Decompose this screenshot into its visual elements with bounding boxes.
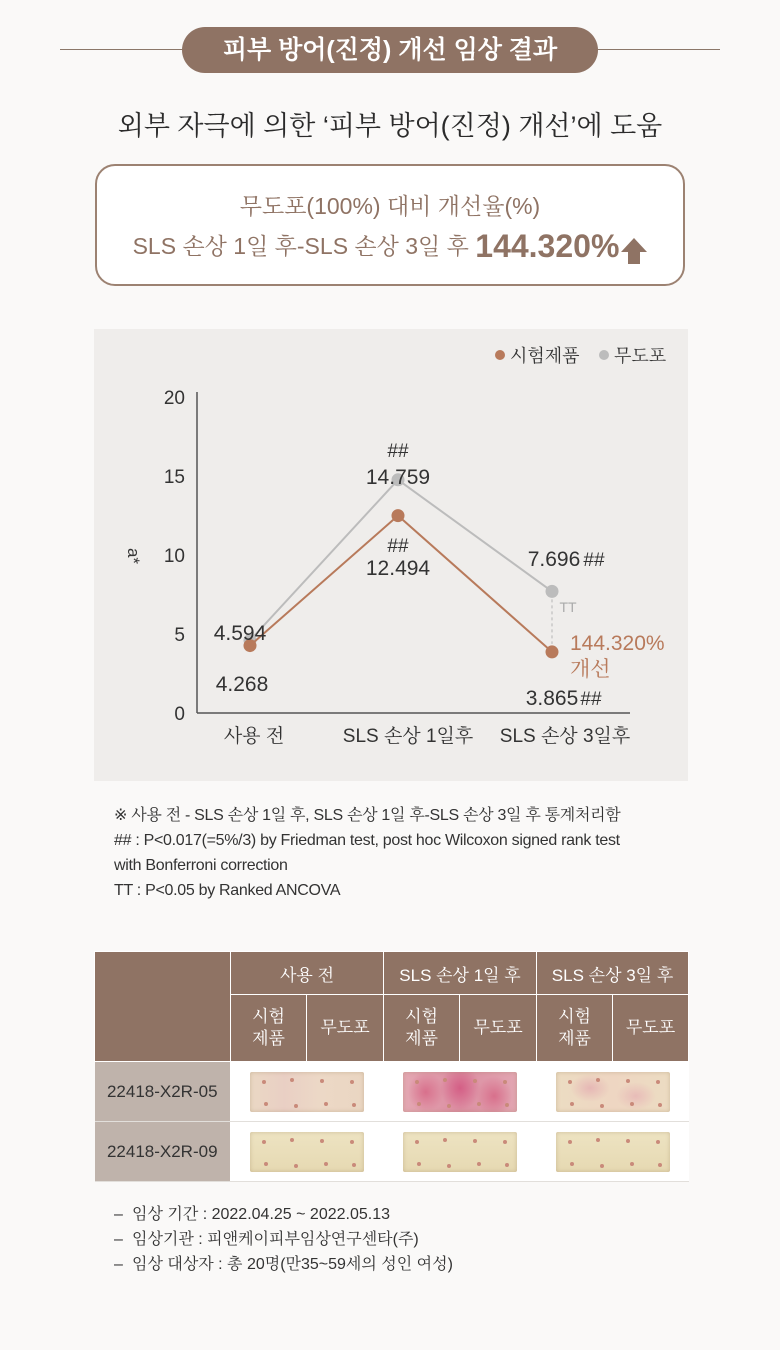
- series-group: [214, 441, 605, 710]
- x-tick-label: SLS 손상 3일후: [499, 726, 631, 747]
- patch-dot: [324, 1102, 328, 1106]
- patch-dot: [505, 1163, 509, 1167]
- skin-photo: [556, 1132, 670, 1172]
- statistics-notes: [114, 803, 620, 903]
- subheader-untreated: 무도포: [460, 995, 537, 1062]
- patch-dot: [630, 1162, 634, 1166]
- summary-value: 144.320%: [475, 228, 620, 264]
- patch-dot: [473, 1079, 477, 1083]
- legend-marker-untreated: [599, 350, 609, 360]
- patch-dot: [596, 1078, 600, 1082]
- note-line: TT : P<0.05 by Ranked ANCOVA: [114, 882, 341, 899]
- skin-photo: [556, 1072, 670, 1112]
- data-label: 4.594: [213, 622, 267, 645]
- page-subtitle: 외부 자극에 의한 ‘피부 방어(진정) 개선’에 도움: [117, 111, 663, 141]
- subject-id: 22418-X2R-05: [95, 1062, 231, 1122]
- summary-line2-prefix: SLS 손상 1일 후-SLS 손상 3일 후: [132, 233, 469, 259]
- x-tick-label: 사용 전: [223, 726, 285, 747]
- data-label: 12.494: [365, 557, 431, 580]
- patch-dot: [630, 1102, 634, 1106]
- data-point: [392, 509, 405, 522]
- patch-dot: [600, 1104, 604, 1108]
- photo-cell: [231, 1062, 384, 1122]
- subheader-test-product: 시험 제품: [537, 995, 613, 1062]
- improvement-value-label: 144.320%: [570, 632, 665, 655]
- patch-dot: [290, 1138, 294, 1142]
- table-row: [95, 1062, 689, 1122]
- data-label: 14.759: [365, 466, 431, 489]
- data-label: 7.696: [527, 548, 581, 571]
- significance-mark: ##: [580, 689, 602, 710]
- column-group-day3: SLS 손상 3일 후: [537, 952, 689, 995]
- note-line: ## : P<0.017(=5%/3) by Friedman test, post hoc Wilcoxon signed rank test: [114, 832, 620, 849]
- table-corner: [95, 952, 231, 1062]
- patch-dot: [503, 1140, 507, 1144]
- table-row: [95, 1122, 689, 1182]
- patch-dot: [324, 1162, 328, 1166]
- patch-dot: [503, 1080, 507, 1084]
- skin-photo: [250, 1132, 364, 1172]
- tt-annotation: TT: [559, 599, 577, 615]
- data-point: [546, 585, 559, 598]
- subheader-untreated: 무도포: [613, 995, 689, 1062]
- patch-dot: [443, 1138, 447, 1142]
- significance-mark: ##: [387, 441, 409, 462]
- study-info-item: – 임상기관 : 피앤케이피부임상연구센타(주): [114, 1231, 419, 1248]
- patch-dot: [447, 1104, 451, 1108]
- patch-dot: [568, 1080, 572, 1084]
- legend-label-test-product: 시험제품: [510, 346, 580, 366]
- subheader-untreated: 무도포: [307, 995, 384, 1062]
- y-tick-label: 10: [163, 546, 185, 567]
- patch-dot: [320, 1139, 324, 1143]
- subheader-test-product: 시험 제품: [384, 995, 460, 1062]
- improvement-word-label: 개선: [570, 658, 611, 681]
- section-title: 피부 방어(진정) 개선 임상 결과: [182, 27, 598, 73]
- patch-dot: [568, 1140, 572, 1144]
- patch-dot: [658, 1103, 662, 1107]
- patch-dot: [350, 1080, 354, 1084]
- patch-dot: [352, 1103, 356, 1107]
- photo-cell: [384, 1062, 537, 1122]
- skin-photo: [403, 1072, 517, 1112]
- patch-dot: [417, 1162, 421, 1166]
- y-tick-label: 20: [163, 388, 185, 409]
- patch-dot: [626, 1139, 630, 1143]
- patch-dot: [477, 1102, 481, 1106]
- patch-dot: [570, 1162, 574, 1166]
- y-tick-label: 0: [174, 704, 185, 725]
- photo-cell: [384, 1122, 537, 1182]
- study-info-item: – 임상 대상자 : 총 20명(만35~59세의 성인 여성): [114, 1256, 453, 1273]
- patch-dot: [320, 1079, 324, 1083]
- photo-cell: [231, 1122, 384, 1182]
- patch-dot: [294, 1104, 298, 1108]
- patch-dot: [290, 1078, 294, 1082]
- chart-legend: [495, 346, 666, 366]
- subheader-test-product: 시험 제품: [231, 995, 307, 1062]
- legend-label-untreated: 무도포: [614, 346, 667, 366]
- patch-dot: [262, 1080, 266, 1084]
- significance-mark: ##: [387, 536, 409, 557]
- patch-dot: [473, 1139, 477, 1143]
- patch-dot: [262, 1140, 266, 1144]
- patch-dot: [415, 1080, 419, 1084]
- y-tick-label: 15: [163, 467, 185, 488]
- y-axis-label: a*: [124, 547, 143, 565]
- patch-dot: [626, 1079, 630, 1083]
- y-axis: [164, 388, 197, 725]
- study-info: [114, 1202, 453, 1277]
- data-label: 3.865: [525, 687, 579, 710]
- patch-dot: [294, 1164, 298, 1168]
- patch-dot: [477, 1162, 481, 1166]
- patch-dot: [352, 1163, 356, 1167]
- patch-dot: [658, 1163, 662, 1167]
- note-line: with Bonferroni correction: [114, 857, 288, 874]
- patch-dot: [656, 1140, 660, 1144]
- patch-dot: [505, 1103, 509, 1107]
- skin-photo: [403, 1132, 517, 1172]
- summary-line1: 무도포(100%) 대비 개선율(%): [239, 193, 541, 219]
- note-line: ※ 사용 전 - SLS 손상 1일 후, SLS 손상 1일 후-SLS 손상 3일 후 통계처리함: [114, 807, 621, 824]
- x-tick-label: SLS 손상 1일후: [342, 726, 474, 747]
- patch-dot: [596, 1138, 600, 1142]
- patch-dot: [447, 1164, 451, 1168]
- column-group-before: 사용 전: [231, 952, 384, 995]
- photo-cell: [537, 1122, 689, 1182]
- patch-dot: [417, 1102, 421, 1106]
- patch-dot: [415, 1140, 419, 1144]
- legend-marker-test-product: [495, 350, 505, 360]
- data-point: [546, 645, 559, 658]
- patch-dot: [656, 1080, 660, 1084]
- significance-mark: ##: [583, 550, 605, 571]
- clinical-photo-table: [94, 951, 689, 1182]
- photo-cell: [537, 1062, 689, 1122]
- subject-id: 22418-X2R-09: [95, 1122, 231, 1182]
- patch-dot: [443, 1078, 447, 1082]
- data-label: 4.268: [215, 673, 269, 696]
- y-tick-label: 5: [174, 625, 185, 646]
- patch-dot: [600, 1164, 604, 1168]
- patch-dot: [264, 1162, 268, 1166]
- column-group-day1: SLS 손상 1일 후: [384, 952, 537, 995]
- patch-dot: [264, 1102, 268, 1106]
- patch-dot: [350, 1140, 354, 1144]
- x-axis: [197, 713, 630, 747]
- patch-dot: [570, 1102, 574, 1106]
- chart-annotations: [552, 599, 665, 681]
- study-info-item: – 임상 기간 : 2022.04.25 ~ 2022.05.13: [114, 1206, 390, 1223]
- skin-photo: [250, 1072, 364, 1112]
